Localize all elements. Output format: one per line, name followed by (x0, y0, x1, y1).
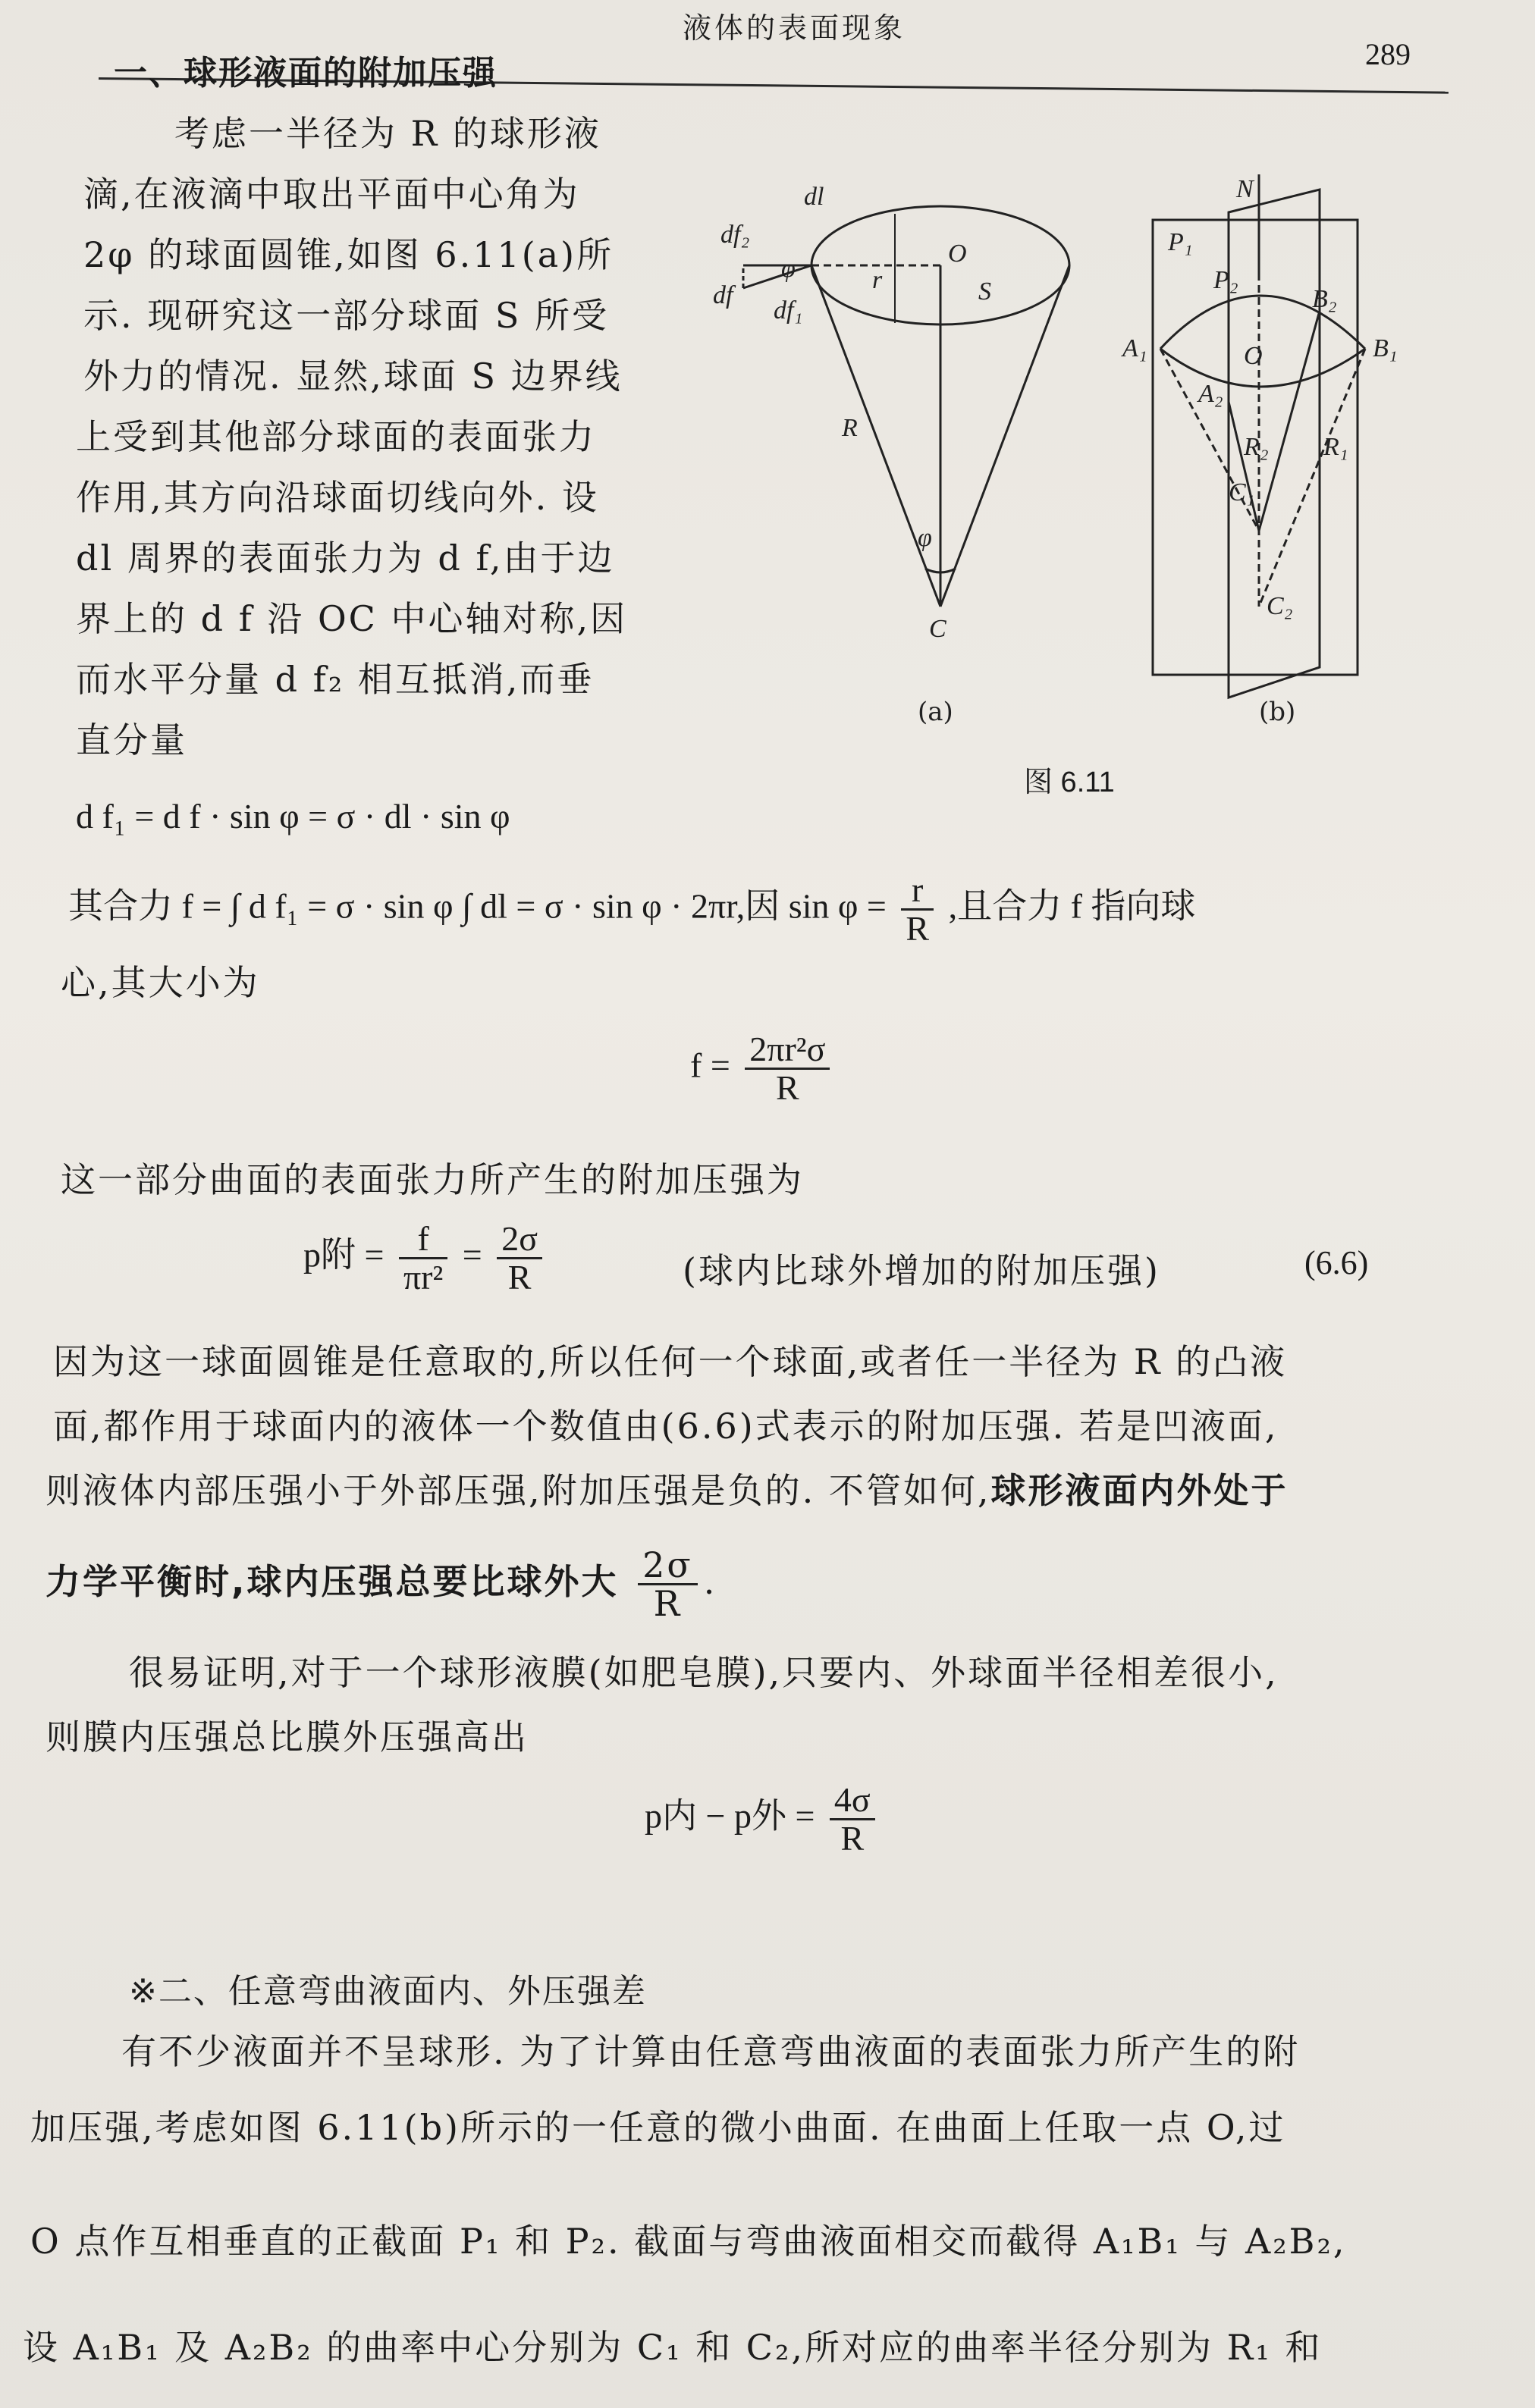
eq4-num1: f (399, 1221, 447, 1259)
para2-end: . (703, 1560, 717, 1602)
section1-line: 直分量 (76, 720, 187, 760)
fig-label: φ (781, 255, 796, 283)
eq2-frac-num: r (901, 872, 934, 911)
fig-label: B₂ (1312, 285, 1337, 313)
eq4-equals: = (462, 1235, 482, 1275)
para3-line: 很易证明,对于一个球形液膜(如肥皂膜),只要内、外球面半径相差很小, (129, 1652, 1279, 1693)
eq3-lhs: f = (690, 1046, 730, 1085)
eq4-den1: πr² (403, 1258, 444, 1297)
section1-line: 作用,其方向沿球面切线向外. 设 (76, 477, 599, 518)
eq3-den: R (775, 1068, 799, 1108)
para2-fraction (638, 1544, 698, 1625)
section1-line: 界上的 d f 沿 OC 中心轴对称,因 (76, 598, 628, 639)
section1-line: 而水平分量 d f₂ 相互抵消,而垂 (76, 659, 595, 700)
section2-line: 设 A₁B₁ 及 A₂B₂ 的曲率中心分别为 C₁ 和 C₂,所对应的曲率半径分别为 R₁ 和 (23, 2327, 1323, 2368)
fig-label: C (929, 615, 946, 643)
para2-frac-num: 2σ (638, 1547, 698, 1585)
fig-label: df₁ (774, 296, 803, 325)
section1-line: 考虑一半径为 R 的球形液 (174, 113, 601, 154)
equation-film (645, 1782, 881, 1858)
fig-label: R (842, 414, 858, 442)
eq5-num: 4σ (830, 1782, 875, 1820)
fig-label: φ (918, 524, 932, 552)
fig-label: df (713, 281, 733, 309)
equation-f (690, 1031, 836, 1107)
fig-label: A₁ (1122, 334, 1147, 362)
para2-line: 面,都作用于球面内的液体一个数值由(6.6)式表示的附加压强. 若是凹液面, (53, 1406, 1279, 1447)
section1-line: 2φ 的球面圆锥,如图 6.11(a)所 (83, 234, 614, 275)
para2-line (46, 1463, 1289, 1513)
arc-a1b1-bottom (1160, 349, 1365, 387)
section1-line: 上受到其他部分球面的表面张力 (76, 416, 596, 457)
para2-line: 因为这一球面圆锥是任意取的,所以任何一个球面,或者任一半径为 R 的凸液 (53, 1341, 1288, 1382)
eq4-fraction-1 (399, 1221, 447, 1296)
fig-label: P₁ (1168, 228, 1193, 256)
fig-label: R₂ (1244, 433, 1269, 461)
edge-r2 (1259, 311, 1320, 531)
fig-label: O (1244, 342, 1263, 370)
fig-label: S (978, 277, 991, 306)
fig-label: C₂ (1267, 592, 1293, 620)
eq2-frac-den: R (906, 909, 930, 948)
eq3-num: 2πr²σ (745, 1031, 830, 1070)
eq4-num2: 2σ (497, 1221, 542, 1259)
para3-line: 则膜内压强总比膜外压强高出 (46, 1717, 529, 1757)
eq5-fraction (830, 1782, 875, 1858)
figure-caption: 图 6.11 (1024, 767, 1115, 798)
section2-line: 有不少液面并不呈球形. 为了计算由任意弯曲液面的表面张力所产生的附 (121, 2031, 1301, 2072)
fig-label: R₁ (1323, 433, 1348, 461)
section1-line: 这一部分曲面的表面张力所产生的附加压强为 (61, 1159, 804, 1200)
edge-r1 (1259, 349, 1365, 607)
fig-label: A₂ (1198, 380, 1223, 408)
fig-label: P₂ (1213, 266, 1238, 294)
para2-line (46, 1544, 717, 1625)
fig-label: B₁ (1373, 334, 1398, 362)
para2-text: 则液体内部压强小于外部压强,附加压强是负的. 不管如何, (46, 1470, 991, 1511)
equation-p-additional (303, 1221, 548, 1296)
eq2-suffix: ,且合力 f 指向球 (948, 886, 1196, 926)
section2-line: O 点作互相垂直的正截面 P₁ 和 P₂. 截面与弯曲液面相交而截得 A₁B₁ 与 A₂B₂, (30, 2221, 1347, 2262)
section2-line: 加压强,考虑如图 6.11(b)所示的一任意的微小曲面. 在曲面上任取一点 O,过 (30, 2107, 1286, 2148)
eq4-fraction-2 (497, 1221, 542, 1296)
fig-label: N (1236, 175, 1254, 203)
running-title: 液体的表面现象 (683, 11, 906, 45)
section2-heading: ※二、任意弯曲液面内、外压强差 (129, 1972, 647, 2011)
section1-line: dl 周界的表面张力为 d f,由于边 (76, 538, 615, 578)
eq4-lhs: p附 = (303, 1235, 385, 1275)
eq5-den: R (840, 1819, 865, 1858)
equation-number: (6.6) (1304, 1244, 1369, 1281)
radius-r2 (1229, 402, 1259, 531)
eq4-den2: R (507, 1258, 532, 1297)
eq3-fraction (745, 1031, 830, 1107)
equation-df1: d f₁ = d f · sin φ = σ · dl · sin φ (76, 797, 510, 836)
page-number: 289 (1365, 37, 1411, 71)
section1-line: 滴,在液滴中取出平面中心角为 (83, 174, 580, 215)
fig-label: dl (804, 183, 824, 211)
fig-label: C₁ (1229, 478, 1255, 506)
sub-caption-b: (b) (1259, 697, 1296, 727)
eq2-prefix: 其合力 f = ∫ d f₁ = σ · sin φ ∫ dl = σ · sin φ · 2πr,因 sin φ = (68, 886, 887, 926)
para2-bold: 力学平衡时,球内压强总要比球外大 (46, 1560, 619, 1602)
fig-label: df₂ (720, 221, 750, 249)
eq2-fraction (901, 872, 934, 948)
fig-label: r (872, 266, 883, 294)
section1-line: 外力的情况. 显然,球面 S 边界线 (83, 356, 623, 397)
para2-frac-den: R (653, 1583, 683, 1625)
eq4-note: (球内比球外增加的附加压强) (683, 1250, 1160, 1291)
fig-label: O (948, 240, 967, 268)
section1-heading: 一、球形液面的附加压强 (114, 54, 498, 92)
equation-resultant (68, 872, 1195, 948)
section1-line: 示. 现研究这一部分球面 S 所受 (83, 295, 610, 336)
section1-line: 心,其大小为 (61, 962, 260, 1003)
para2-bold: 球形液面内外处于 (990, 1470, 1289, 1511)
figure-6-11 (713, 174, 1517, 758)
eq5-lhs: p内 − p外 = (645, 1796, 815, 1836)
sub-caption-a: (a) (918, 697, 953, 727)
plane-p2 (1229, 190, 1320, 698)
df-arrow (743, 265, 811, 288)
